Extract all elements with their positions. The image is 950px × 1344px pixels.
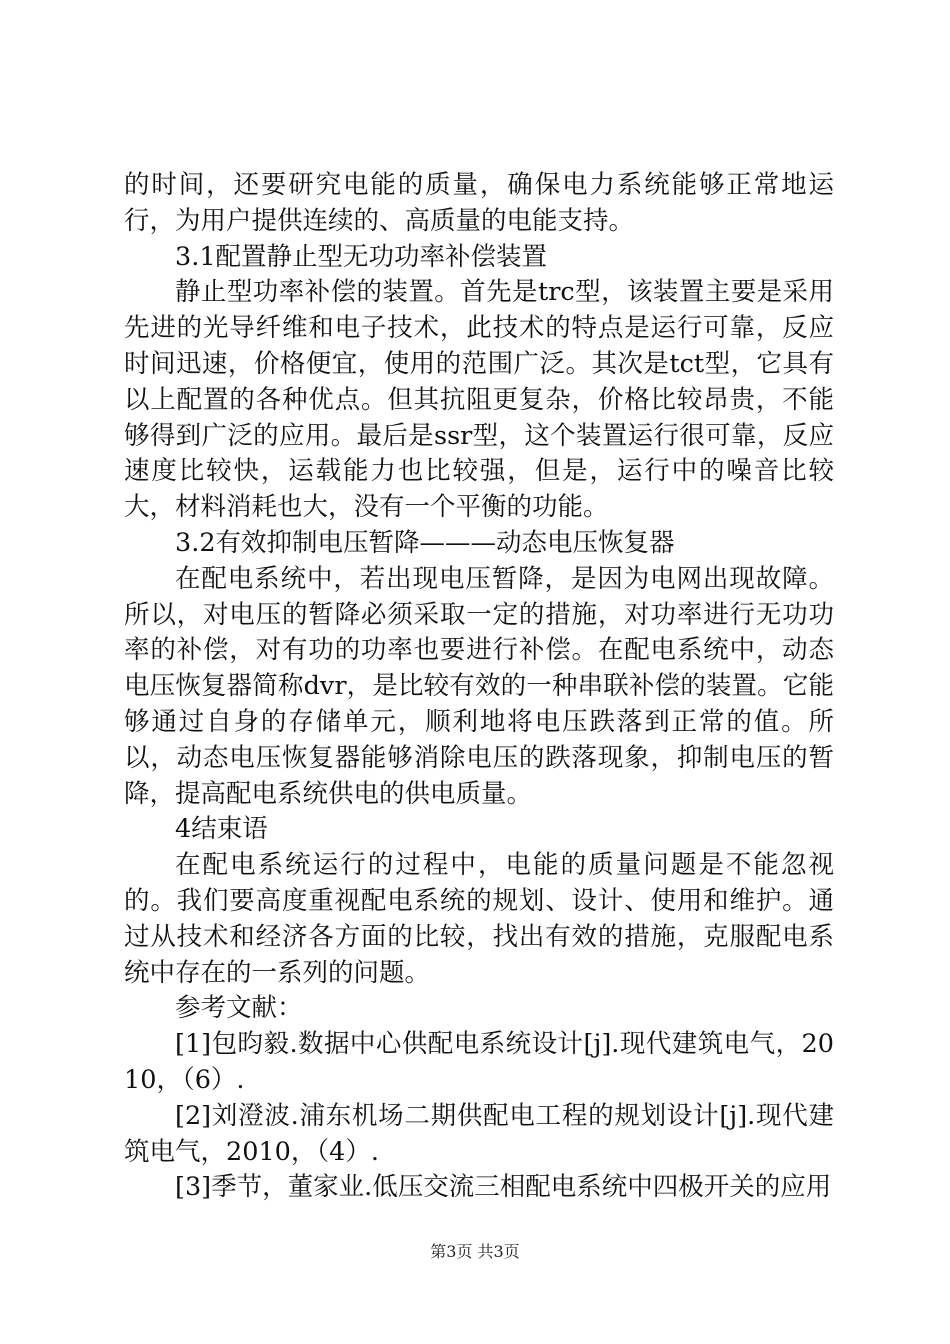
body-paragraph: 在配电系统运行的过程中，电能的质量问题是不能忽视的。我们要高度重视配电系统的规划、设计、使用和维护。通过从技术和经济各方面的比较，找出有效的措施，克服配电系统中存在的一系列的问题。 (124, 850, 834, 988)
section-heading: 4结束语 (175, 814, 268, 845)
reference-item: [3]季节，董家业.低压交流三相配电系统中四极开关的应用 (175, 1172, 832, 1203)
body-paragraph: 静止型功率补偿的装置。首先是trc型，该装置主要是采用先进的光导纤维和电子技术，此技术的特点是运行可靠，反应时间迅速，价格便宜，使用的范围广泛。其次是tct型，它具有以上配置的各种优点。但其抗阻更复杂，价格比较昂贵，不能够得到广泛的应用。最后是ssr型，这个装置运行很可靠，反应速度比较快，运载能力也比较强，但是，运行中的噪音比较大，材料消耗也大，没有一个平衡的功能。 (124, 277, 834, 523)
body-paragraph: 的时间，还要研究电能的质量，确保电力系统能够正常地运行，为用户提供连续的、高质量的电能支持。 (124, 170, 834, 236)
page-number-footer: 第3页 共3页 (430, 1242, 520, 1261)
section-heading: 3.2有效抑制电压暂降———动态电压恢复器 (175, 527, 675, 558)
reference-item: [2]刘澄波.浦东机场二期供配电工程的规划设计[j].现代建筑电气，2010，（4）. (124, 1100, 834, 1167)
section-heading: 3.1配置静止型无功功率补偿装置 (175, 241, 548, 272)
references-heading: 参考文献： (175, 993, 303, 1024)
body-paragraph: 在配电系统中，若出现电压暂降，是因为电网出现故障。所以，对电压的暂降必须采取一定的措施，对功率进行无功功率的补偿，对有功的功率也要进行补偿。在配电系统中，动态电压恢复器简称dvr，是比较有效的一种串联补偿的装置。它能够通过自身的存储单元，顺利地将电压跌落到正常的值。所以，动态电压恢复器能够消除电压的跌落现象，抑制电压的暂降，提高配电系统供电的供电质量。 (124, 563, 834, 809)
reference-item: [1]包昀毅.数据中心供配电系统设计[j].现代建筑电气，2010，（6）. (124, 1029, 834, 1095)
document-body (124, 168, 834, 1206)
